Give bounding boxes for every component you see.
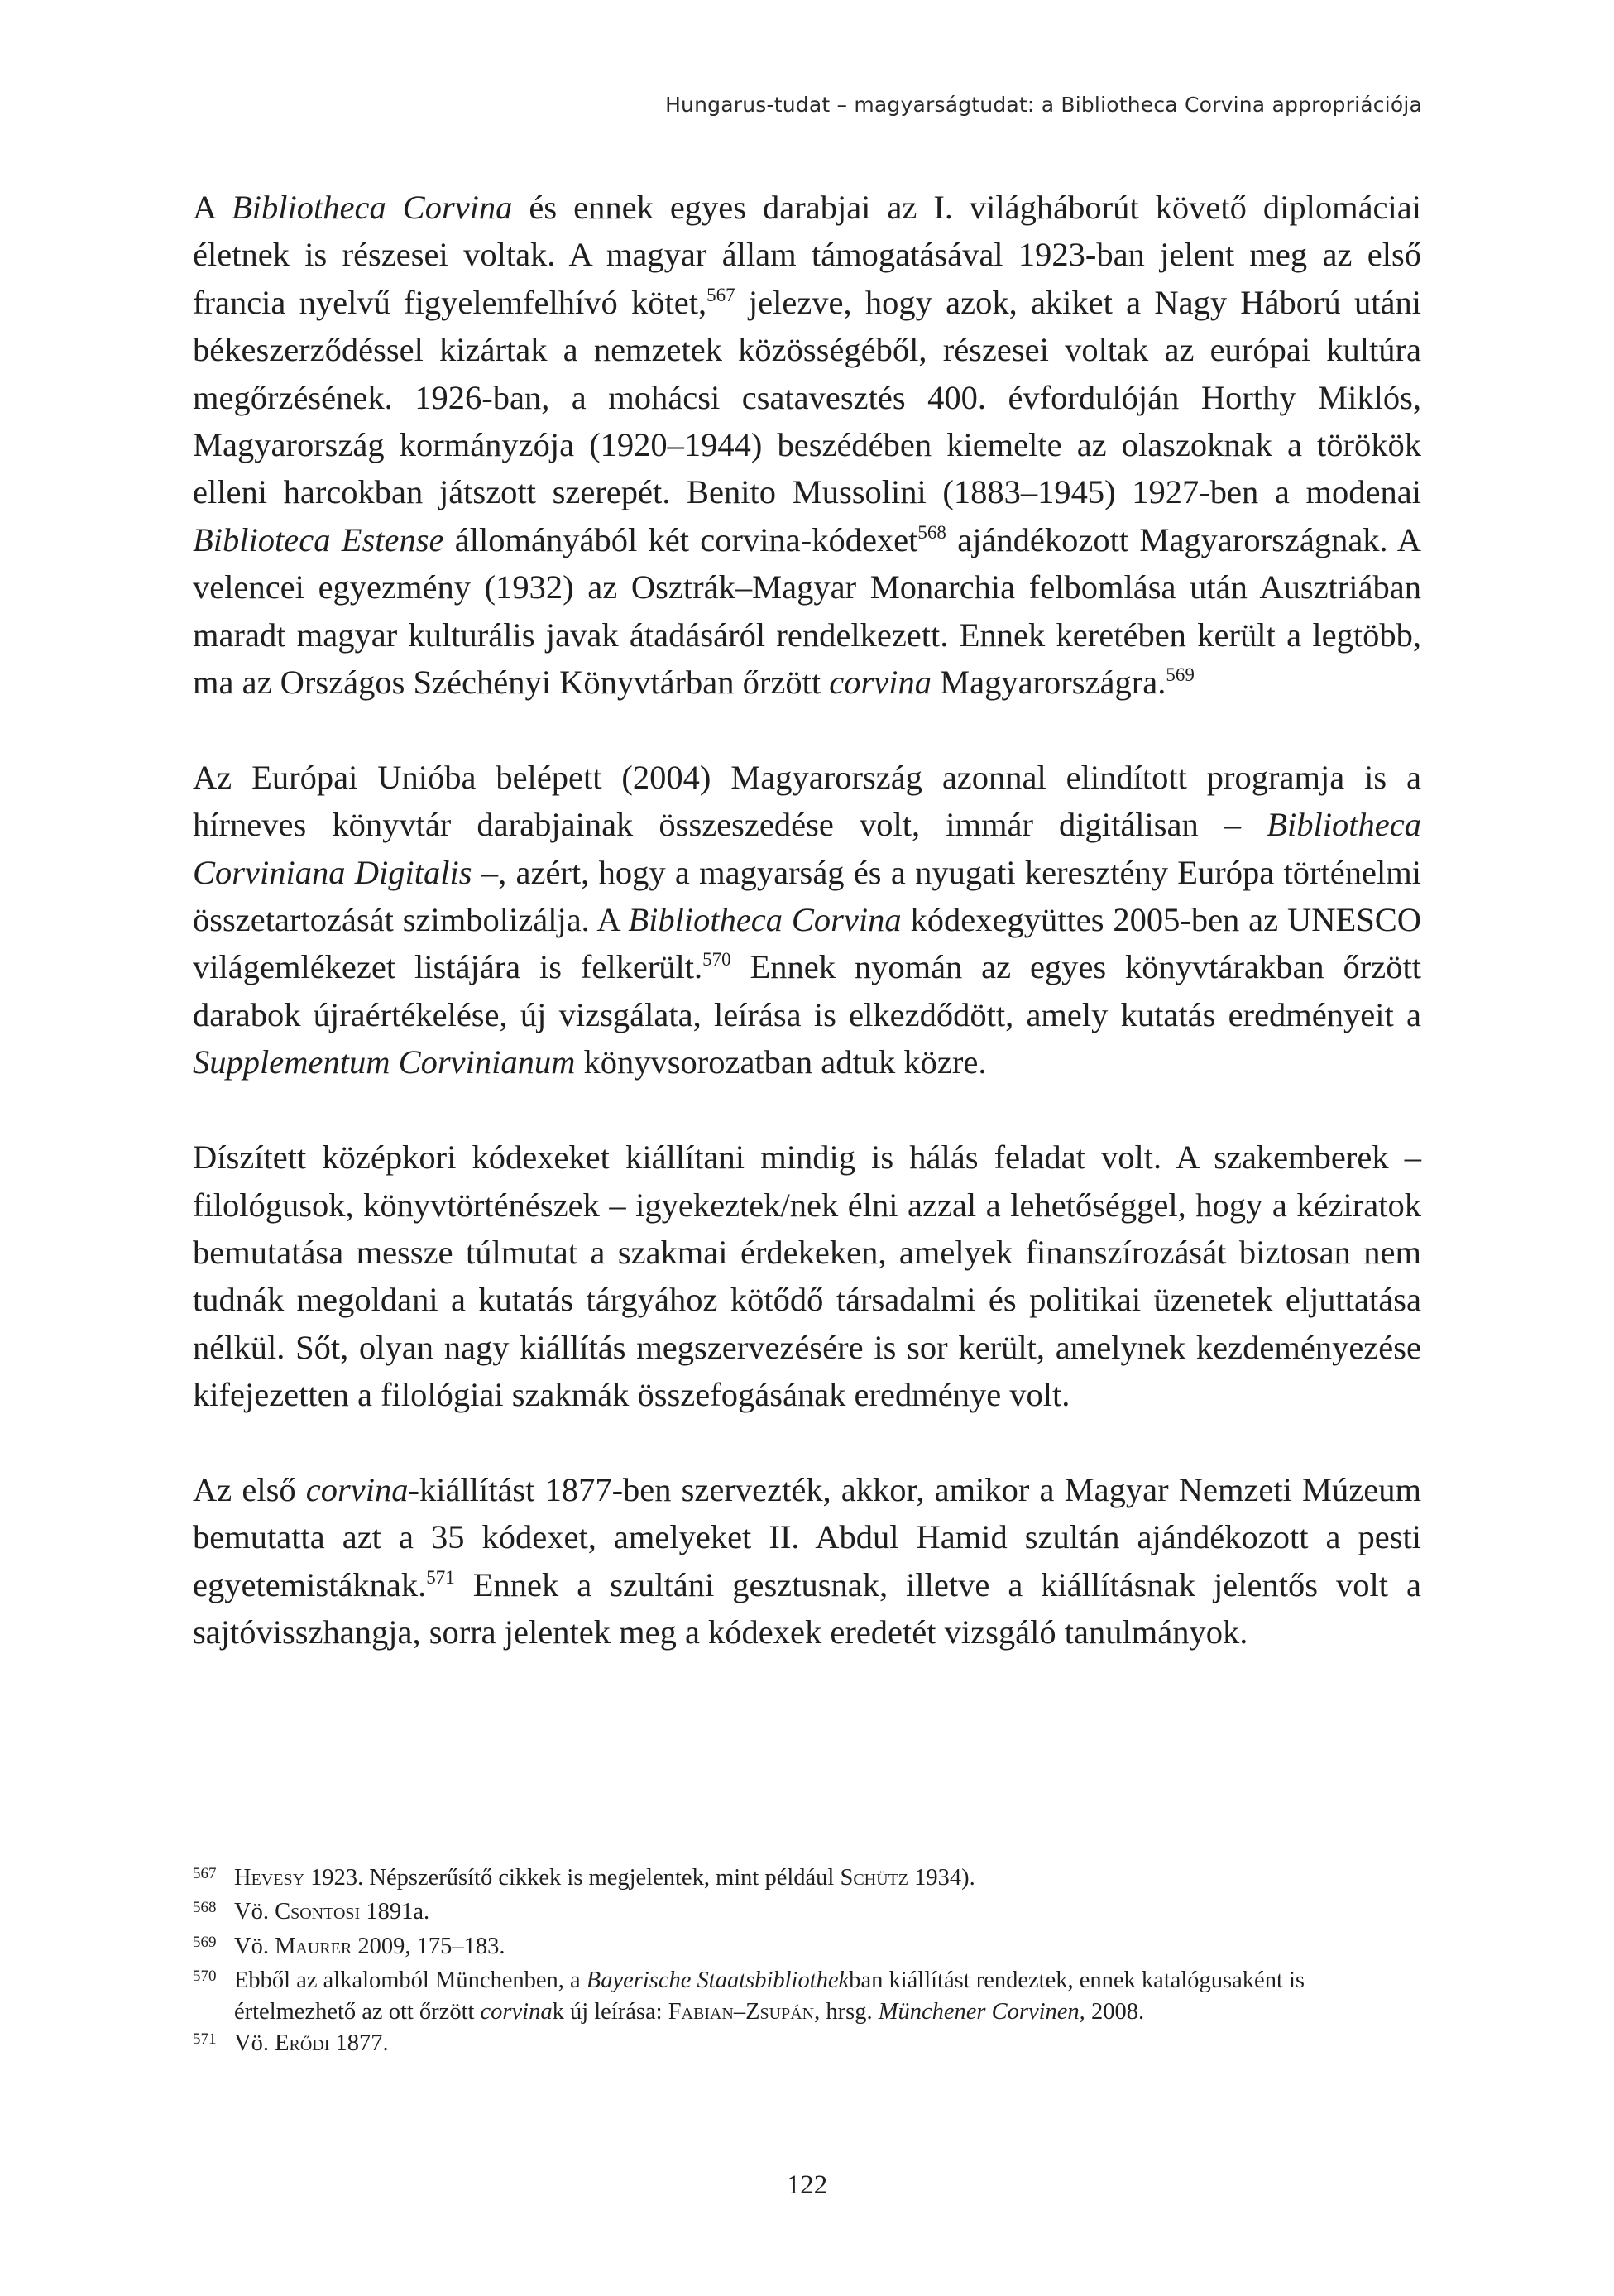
- italic-title: Bibliotheca Corvina: [628, 901, 902, 939]
- footnote-text: Vö. Maurer 2009, 175–183.: [234, 1933, 505, 1959]
- footnote: [193, 1965, 1421, 2029]
- italic-term: corvina: [829, 664, 932, 702]
- italic-title: Bibliotheca Corviniana Digitalis: [193, 806, 1421, 891]
- paragraph-2: Az Európai Unióba belépett (2004) Magyarország azonnal elindított programja is a hírneves könyvtár darabjainak összeszedése volt, immár digitálisan – Bibliotheca Corviniana Digitalis –, azért, hogy a magyarság és a nyugati keresztény Európa történelmi összetartozását szimbolizálja. A Bibliotheca Corvina kódexegyüttes 2005-ben az UNESCO világemlékezet listájára is felkerült.$^{570}$ Ennek nyomán az egyes könyvtárakban őrzött darabok újraértékelése, új vizsgálata, leírása is elkezdődött, amely kutatás eredményeit a Supplementum Corvinianum könyvsorozatban adtuk közre.: [193, 758, 1422, 1081]
- main-text: [193, 184, 1421, 1656]
- footnote-text: Vö. Csontosi 1891a.: [234, 1899, 430, 1925]
- footnote-number: 569: [193, 1933, 217, 1951]
- footnote-ref[interactable]: 568: [917, 521, 946, 543]
- footnote: [193, 2028, 1421, 2062]
- italic-term: corvina: [305, 1470, 409, 1508]
- footnote-number: 567: [193, 1865, 217, 1882]
- footnote-number: 571: [193, 2030, 217, 2049]
- footnote: [193, 1896, 1421, 1930]
- footnote: [193, 1931, 1421, 1965]
- footnote-number: 570: [193, 1967, 217, 1985]
- footnote-text: Ebből az alkalomból Münchenben, a Bayerische Staatsbibliothekban kiállítást rendeztek, ennek katalógusaként is értelmezhető az ott őrzött corvinak új leírása: Fabian–Zsupán, hrsg. Münchener Corvinen, 2008.: [234, 1967, 1305, 2025]
- italic-title: Biblioteca Estense: [193, 520, 444, 558]
- paragraph-4: Az első corvina-kiállítást 1877-ben szervezték, akkor, amikor a Magyar Nemzeti Múzeum bemutatta azt a 35 kódexet, amelyeket II. Abdul Hamid szultán ajándékozott a pesti egyetemistáknak.$^{571}$ Ennek a szultáni gesztusnak, illetve a kiállításnak jelentős volt a sajtóvisszhangja, sorra jelentek meg a kódexek eredetét vizsgáló tanulmányok.: [193, 1470, 1422, 1651]
- footnote-number: 568: [193, 1899, 217, 1917]
- footnote-text: Hevesy 1923. Népszerűsítő cikkek is megjelentek, mint például Schütz 1934).: [234, 1865, 975, 1891]
- footnote-text: Vö. Erődi 1877.: [234, 2030, 389, 2057]
- italic-title: Bibliotheca Corvina: [232, 189, 513, 226]
- footnote: [193, 1862, 1421, 1896]
- footnote-ref[interactable]: 571: [426, 1566, 455, 1588]
- page-number: 122: [786, 2170, 828, 2200]
- footnotes: [193, 1862, 1421, 2063]
- paragraph-1: A Bibliotheca Corvina és ennek egyes darabjai az I. világháborút követő diplomáciai életnek is részesei voltak. A magyar állam támogatásával 1923-ban jelent meg az első francia nyelvű figyelemfelhívó kötet,$^{567}$ jelezve, hogy azok, akiket a Nagy Háború utáni békeszerződéssel kizártak a nemzetek közösségéből, részesei voltak az európai kultúra megőrzésének. 1926-ban, a mohácsi csatavesztés 400. évfordulóján Horthy Miklós, Magyarország kormányzója (1920–1944) beszédében kiemelte az olaszoknak a törökök elleni harcokban játszott szerepét. Benito Mussolini (1883–1945) 1927-ben a modenai Biblioteca Estense állományából két corvina-kódexet$^{568}$ ajándékozott Magyarországnak. A velencei egyezmény (1932) az Osztrák–Magyar Monarchia felbomlása után Ausztriában maradt magyar kulturális javak átadásáról rendelkezett. Ennek keretében került a legtöbb, ma az Országos Széchényi Könyvtárban őrzött corvina Magyarországra.$^{569}$: [193, 189, 1422, 702]
- footnote-ref[interactable]: 569: [1166, 664, 1195, 686]
- italic-title: Supplementum Corvinianum: [193, 1043, 576, 1081]
- footnote-ref[interactable]: 570: [702, 949, 731, 971]
- footnote-ref[interactable]: 567: [706, 284, 735, 305]
- paragraph-3: Díszített középkori kódexeket kiállítani mindig is hálás feladat volt. A szakemberek – filológusok, könyvtörténészek – igyekeztek/nek élni azzal a lehetőséggel, hogy a kéziratok bemutatása messze túlmutat a szakmai érdekeken, amelyek finanszírozását biztosan nem tudnák megoldani a kutatás tárgyához kötődő társadalmi és politikai üzenetek eljuttatása nélkül. Sőt, olyan nagy kiállítás megszervezésére is sor került, amelynek kezdeményezése kifejezetten a filológiai szakmák összefogásának eredménye volt.: [193, 1138, 1421, 1414]
- running-header: Hungarus-tudat – magyarságtudat: a Bibliotheca Corvina appropriációja: [665, 93, 1422, 117]
